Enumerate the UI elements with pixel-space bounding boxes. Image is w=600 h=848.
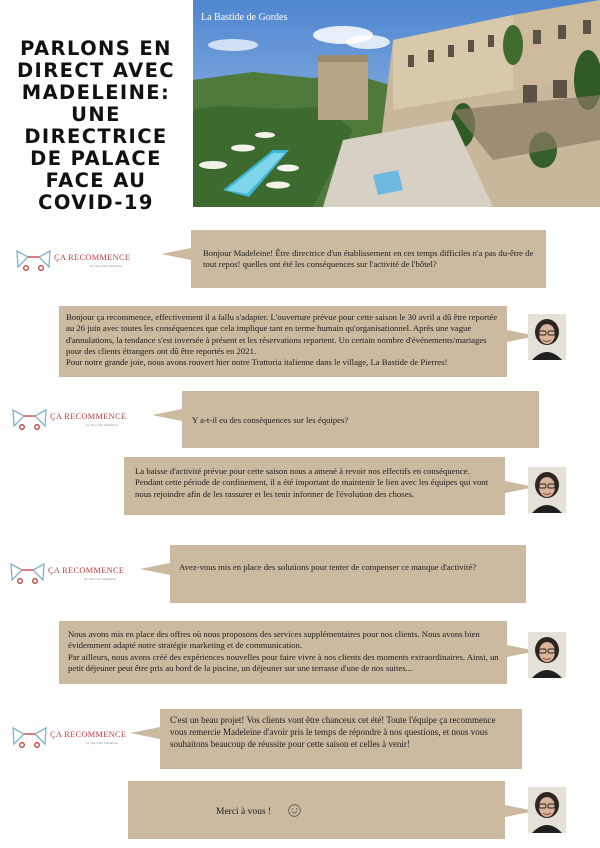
butterfly-icon [17, 251, 50, 270]
message-bubble-madeleine [124, 457, 505, 515]
message-paragraph: Nous avons mis en place des offres où nous proposons des services supplémentaires pour nos clients. Nous avons bien évidemment adapté notre stratégie marketing et de communication. [68, 629, 480, 651]
ca-recommence-logo [10, 406, 130, 434]
logo-text: ÇA RECOMMENCE [50, 730, 127, 739]
logo-subtext: by the CSU Initiative [86, 423, 118, 427]
message-bubble-interviewer [182, 391, 539, 448]
message-bubble-interviewer [160, 709, 522, 769]
message-paragraph: Pour notre grande joie, nous avons rouvert hier notre Trattoria italienne dans le village, La Bastide de Pierres! [66, 357, 448, 368]
message-bubble-interviewer [170, 545, 526, 603]
message-line [216, 804, 497, 818]
madeleine-avatar [528, 314, 566, 360]
butterfly-icon [13, 728, 46, 747]
ca-recommence-logo [10, 724, 130, 752]
message-text: Y a-t-il eu des conséquences sur les équipes? [192, 415, 349, 425]
photo-caption: La Bastide de Gordes [201, 12, 288, 23]
logo-text: ÇA RECOMMENCE [48, 566, 125, 575]
message-bubble-madeleine [59, 621, 507, 684]
logo-subtext: by the CSU Initiative [86, 741, 118, 745]
madeleine-avatar [528, 467, 566, 513]
hotel-photo [193, 0, 600, 207]
message-text: Bonjour Madeleine! Être directrice d'un établissement en ces temps difficiles n'a pas du-être de tout repos! quelles ont été les conséquences sur l'activité de l'hôtel? [203, 248, 534, 270]
butterfly-icon [11, 564, 44, 583]
logo-subtext: by the CSU Initiative [84, 577, 116, 581]
smiley-icon [288, 804, 301, 817]
madeleine-avatar [528, 632, 566, 678]
ca-recommence-logo [14, 247, 134, 275]
logo-text: ÇA RECOMMENCE [50, 412, 127, 421]
message-bubble-madeleine [128, 781, 505, 839]
message-text: C'est un beau projet! Vos clients vont être chanceux cet été! Toute l'équipe ça recommence vous remercie Madeleine d'avoir pris le temps de répondre à nos questions, et nous vous souhaitons beaucoup de réussite pour cette saison et celles à venir! [170, 715, 496, 749]
logo-text: ÇA RECOMMENCE [54, 253, 131, 262]
message-text: Merci à vous ! [216, 807, 272, 817]
message-text: La baisse d'activité prévue pour cette saison nous a amené à revoir nos effectifs en conséquence. Pendant cette période de confinement, il a été important de maintenir le lien avec les équipes qui vont nous rejoindre afin de les rassurer et les tenir informer de l'évolution des choses. [135, 466, 489, 499]
butterfly-icon [13, 410, 46, 429]
message-bubble-madeleine [59, 306, 507, 377]
message-bubble-interviewer [191, 230, 546, 288]
logo-subtext: by the CSU Initiative [90, 264, 122, 268]
ca-recommence-logo [8, 560, 128, 588]
message-text: Avez-vous mis en place des solutions pour tenter de compenser ce manque d'activité? [179, 562, 477, 572]
page-title: PARLONS EN DIRECT AVEC MADELEINE: UNE DIRECTRICE DE PALACE FACE AU COVID-19 [16, 37, 176, 214]
message-paragraph: Par ailleurs, nous avons créé des expériences nouvelles pour faire vivre à nos clients des moments extraordinaires. Ainsi, un petit déjeuner peut être pris au bord de la piscine, un déjeuner sur une terrasse d'une de nos suites... [68, 651, 499, 673]
message-paragraph: Bonjour ça recommence, effectivement il a fallu s'adapter. L'ouverture prévue pour cette saison le 30 avril a dû être reportée au 26 juin avec toutes les conséquences que cela implique tant en terme humain qu'organisationnel. Après une vague d'annulations, la tendance s'est inversée à présent et les réservations repartent. Un certain nombre d'événements/mariages pour des clients étrangers ont dû être reportés en 2021. [66, 312, 498, 356]
madeleine-avatar [528, 787, 566, 833]
